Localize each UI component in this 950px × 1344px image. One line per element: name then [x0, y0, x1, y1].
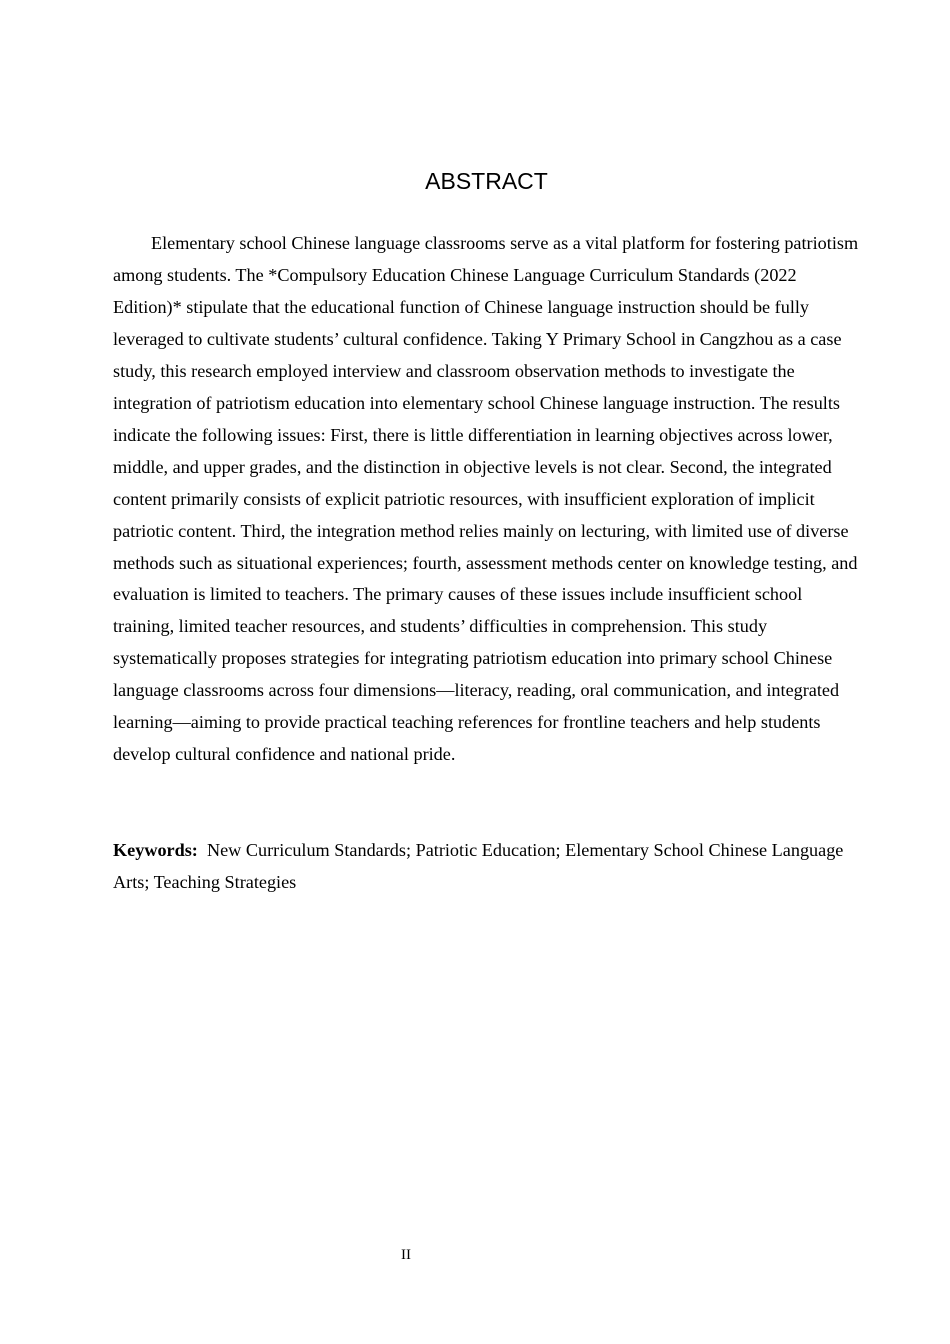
keywords-label: Keywords: — [113, 840, 198, 860]
abstract-title: ABSTRACT — [425, 168, 548, 194]
abstract-body: Elementary school Chinese language classrooms serve as a vital platform for fostering patriotism among students. The *Compulsory Education Chinese Language Curriculum Standards (2022 Edition)* stipulate that the educational function of Chinese language instruction should be fully leveraged to cultivate students’ cultural confidence. Taking Y Primary School in Cangzhou as a case study, this research employed interview and classroom observation methods to investigate the integration of patriotism education into elementary school Chinese language instruction. The results indicate the following issues: First, there is little differentiation in learning objectives across lower, middle, and upper grades, and the distinction in objective levels is not clear. Second, the integrated content primarily consists of explicit patriotic resources, with insufficient exploration of implicit patriotic content. Third, the integration method relies mainly on lecturing, with limited use of diverse methods such as situational experiences; fourth, assessment methods center on knowledge testing, and evaluation is limited to teachers. The primary causes of these issues include insufficient school training, limited teacher resources, and students’ difficulties in comprehension. This study systematically proposes strategies for integrating patriotism education into primary school Chinese language classrooms across four dimensions—literacy, reading, oral communication, and integrated learning—aiming to provide practical teaching references for frontline teachers and help students develop cultural confidence and national pride. — [113, 233, 859, 765]
keywords-text: New Curriculum Standards; Patriotic Education; Elementary School Chinese Language Arts; Teaching Strategies — [113, 840, 844, 892]
page-number: II — [401, 1247, 411, 1263]
keywords-paragraph — [113, 835, 863, 899]
